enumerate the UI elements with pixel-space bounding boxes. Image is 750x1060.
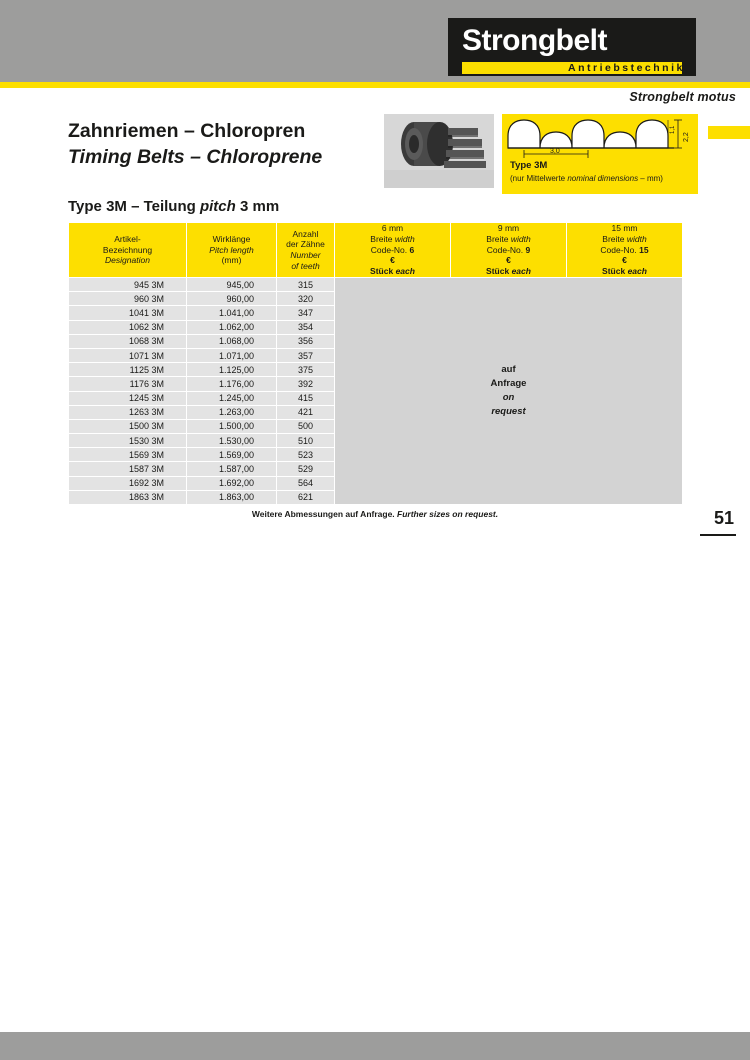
header-width-6mm-codelabel: Code-No. [370,244,410,255]
header-width-15mm-en: width [626,234,647,245]
diagram-caption-italic: nominal dimensions [567,174,639,183]
page-title-en: Timing Belts – Chloroprene [68,146,323,168]
table-row [69,278,683,292]
footer-band [0,1032,750,1060]
header-width-6mm-currency: € [390,255,395,266]
cell-designation: 1569 3M [69,448,187,462]
cell-designation: 1500 3M [69,419,187,433]
diagram-caption-subtitle [510,174,663,183]
cell-teeth: 357 [277,348,335,362]
brand-logo-text: Strongbelt [462,24,607,57]
brand-logo [448,18,696,76]
header-width-9mm-size: 9 mm [497,223,520,234]
cell-designation: 945 3M [69,278,187,292]
cell-teeth: 320 [277,292,335,306]
specifications-table [68,222,683,505]
cell-designation: 1245 3M [69,391,187,405]
page-subtitle [68,198,279,215]
footnote-de: Weitere Abmessungen auf Anfrage. [251,509,398,519]
product-photo [384,114,494,188]
header-width-15mm-codelabel: Code-No. [600,244,640,255]
page-title-de: Zahnriemen – Chloropren [68,120,306,142]
cell-pitch-length: 960,00 [187,292,277,306]
table-header-row [69,223,683,278]
cell-pitch-length: 1.500,00 [187,419,277,433]
cell-pitch-length: 1.587,00 [187,462,277,476]
header-yellow-rule [0,82,750,88]
cell-pitch-length: 1.263,00 [187,405,277,419]
brand-motus-label: Strongbelt motus [629,90,736,104]
page-number: 51 [713,508,734,528]
cell-pitch-length: 1.692,00 [187,476,277,490]
header-width-9mm-unit-de: Stück [486,265,512,276]
cell-pitch-length: 945,00 [187,278,277,292]
cell-teeth: 621 [277,490,335,504]
table-body [69,278,683,505]
svg-text:3,0: 3,0 [550,148,560,155]
header-width-9mm [451,223,567,278]
cell-teeth: 347 [277,306,335,320]
cell-designation: 1263 3M [69,405,187,419]
svg-text:1,1: 1,1 [670,125,676,134]
cell-teeth: 315 [277,278,335,292]
header-designation-line3: Designation [105,255,150,266]
header-width-9mm-unit-en: each [511,265,531,276]
header-designation-line2: Bezeichnung [102,244,153,255]
request-line2: Anfrage [490,378,527,390]
header-pitch-length-line2: Pitch length [209,244,254,255]
cell-teeth: 392 [277,377,335,391]
cell-teeth: 415 [277,391,335,405]
subtitle-italic: pitch [199,198,236,215]
header-teeth-line4: of teeth [291,260,320,271]
cell-designation: 1062 3M [69,320,187,334]
diagram-caption-suffix: – mm) [638,174,663,183]
header-width-6mm-code: 6 [409,244,415,255]
cell-teeth: 500 [277,419,335,433]
cell-pitch-length: 1.071,00 [187,348,277,362]
cell-designation: 1692 3M [69,476,187,490]
header-width-9mm-currency: € [506,255,511,266]
cell-pitch-length: 1.530,00 [187,434,277,448]
request-line4: request [491,405,526,417]
page-edge-tab [708,126,750,139]
header-teeth-line3: Number [290,250,321,260]
subtitle-suffix: 3 mm [235,198,280,215]
header-width-9mm-codelabel: Code-No. [486,244,526,255]
diagram-caption-title: Type 3M [510,160,548,171]
tooth-profile-diagram-panel [502,114,698,194]
header-width-6mm-unit-en: each [395,265,415,276]
diagram-caption-prefix: (nur Mittelwerte [510,174,568,183]
header-pitch-length [187,223,277,278]
table-head [69,223,683,278]
cell-teeth: 421 [277,405,335,419]
cell-pitch-length: 1.569,00 [187,448,277,462]
tooth-profile-icon [502,114,698,160]
cell-designation: 1071 3M [69,348,187,362]
brand-logo-subtitle: Antriebstechnik [568,62,685,74]
header-width-9mm-de: Breite [486,234,511,245]
header-width-6mm-unit-de: Stück [370,265,396,276]
header-width-6mm-size: 6 mm [381,223,404,234]
cell-teeth: 523 [277,448,335,462]
header-teeth [277,223,335,278]
cell-designation: 960 3M [69,292,187,306]
header-width-15mm-currency: € [622,255,627,266]
cell-teeth: 356 [277,334,335,348]
header-width-15mm-de: Breite [602,234,627,245]
request-line3: on [502,392,515,403]
cell-pitch-length: 1.125,00 [187,363,277,377]
header-width-6mm-de: Breite [370,234,395,245]
cell-teeth: 529 [277,462,335,476]
header-pitch-length-line3: (mm) [221,255,242,266]
header-designation-line1: Artikel- [114,234,141,245]
cell-designation: 1863 3M [69,490,187,504]
header-width-9mm-code: 9 [525,244,531,255]
header-width-15mm-unit-en: each [627,265,647,276]
cell-pitch-length: 1.176,00 [187,377,277,391]
header-width-6mm-en: width [394,234,415,245]
svg-text:2,2: 2,2 [683,132,690,142]
table-footnote [0,509,750,519]
cell-designation: 1530 3M [69,434,187,448]
cell-pitch-length: 1.062,00 [187,320,277,334]
header-width-15mm-code: 15 [639,244,649,255]
header-width-9mm-en: width [510,234,531,245]
cell-designation: 1176 3M [69,377,187,391]
cell-teeth: 510 [277,434,335,448]
request-line1: auf [501,364,516,376]
cell-pitch-length: 1.041,00 [187,306,277,320]
cell-teeth: 354 [277,320,335,334]
cell-designation: 1068 3M [69,334,187,348]
timing-belt-photo-illustration [384,114,494,188]
header-width-15mm-unit-de: Stück [602,265,628,276]
price-on-request-cell [335,278,683,505]
cell-pitch-length: 1.863,00 [187,490,277,504]
footnote-en: Further sizes on request. [397,509,499,519]
cell-pitch-length: 1.068,00 [187,334,277,348]
cell-teeth: 564 [277,476,335,490]
cell-pitch-length: 1.245,00 [187,391,277,405]
cell-designation: 1041 3M [69,306,187,320]
header-designation [69,223,187,278]
header-pitch-length-line1: Wirklänge [212,234,251,245]
cell-designation: 1125 3M [69,363,187,377]
cell-teeth: 375 [277,363,335,377]
page-number-rule [700,534,736,536]
specifications-table-wrapper [68,222,682,505]
header-teeth-line2: der Zähne [286,239,325,250]
header-width-6mm [335,223,451,278]
header-teeth-line1: Anzahl [292,228,319,239]
header-width-15mm-size: 15 mm [611,223,638,234]
subtitle-prefix: Type 3M – Teilung [68,198,200,215]
header-width-15mm [567,223,683,278]
cell-designation: 1587 3M [69,462,187,476]
